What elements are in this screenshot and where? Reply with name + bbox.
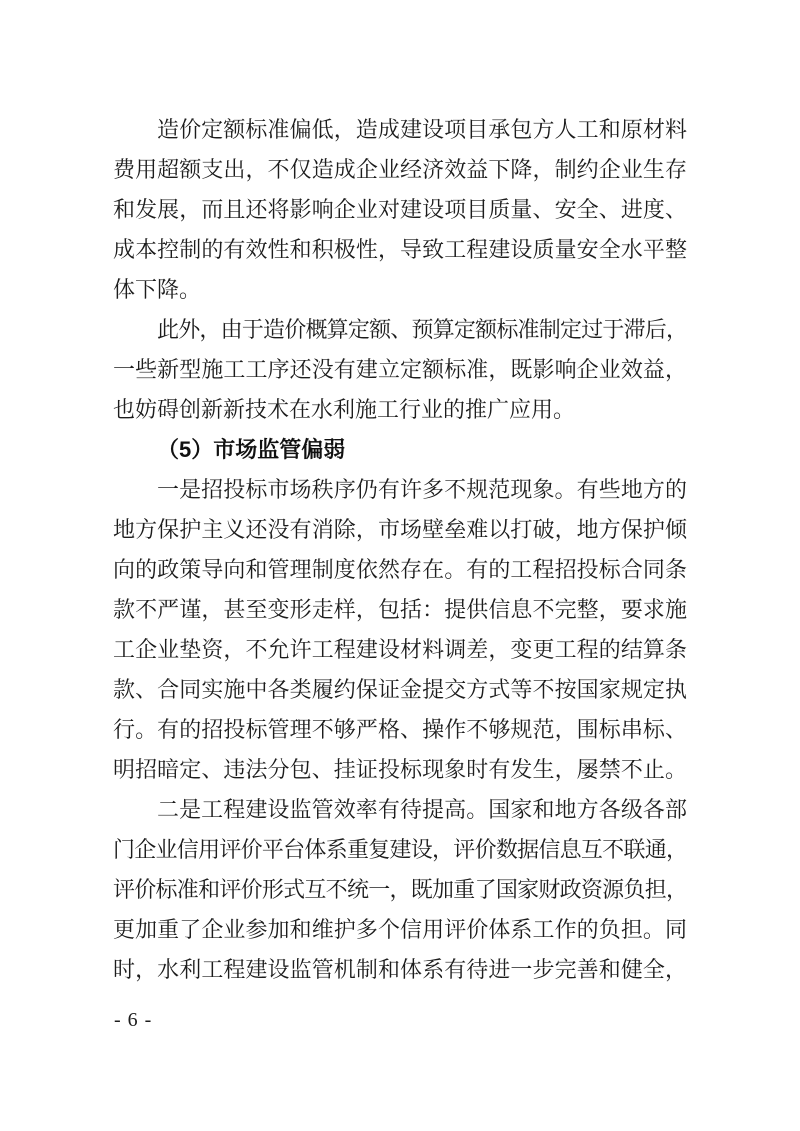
text-line: 款、合同实施中各类履约保证金提交方式等不按国家规定执 [113, 677, 687, 702]
text-line: 地方保护主义还没有消除，市场壁垒难以打破，地方保护倾 [113, 517, 687, 542]
text-line: 行。有的招投标管理不够严格、操作不够规范，围标串标、 [113, 717, 687, 742]
section-heading: （5）市场监管偏弱 [157, 437, 346, 462]
page-number: - 6 - [114, 1009, 153, 1031]
text-line: 评价标准和评价形式互不统一，既加重了国家财政资源负担， [113, 877, 687, 902]
text-line: 明招暗定、违法分包、挂证投标现象时有发生，屡禁不止。 [113, 757, 687, 782]
text-line: 款不严谨，甚至变形走样，包括：提供信息不完整，要求施 [113, 597, 687, 622]
text-line: 更加重了企业参加和维护多个信用评价体系工作的负担。同 [113, 917, 687, 942]
text-line: 费用超额支出，不仅造成企业经济效益下降，制约企业生存 [113, 157, 687, 182]
text-line: 工企业垫资，不允许工程建设材料调差，变更工程的结算条 [113, 637, 687, 662]
text-line: 造价定额标准偏低，造成建设项目承包方人工和原材料 [157, 117, 687, 142]
text-line: 门企业信用评价平台体系重复建设，评价数据信息互不联通， [113, 837, 687, 862]
text-line: 也妨碍创新新技术在水利施工行业的推广应用。 [113, 397, 576, 422]
text-line: 此外，由于造价概算定额、预算定额标准制定过于滞后， [157, 317, 687, 342]
text-line: 二是工程建设监管效率有待提高。国家和地方各级各部 [157, 797, 687, 822]
text-line: 体下降。 [113, 277, 202, 302]
text-line: 成本控制的有效性和积极性，导致工程建设质量安全水平整 [113, 237, 687, 262]
text-line: 向的政策导向和管理制度依然存在。有的工程招投标合同条 [113, 557, 687, 582]
text-line: 和发展，而且还将影响企业对建设项目质量、安全、进度、 [113, 197, 687, 222]
text-line: 一是招投标市场秩序仍有许多不规范现象。有些地方的 [157, 477, 687, 502]
text-line: 时，水利工程建设监管机制和体系有待进一步完善和健全， [113, 957, 687, 982]
document-body [113, 110, 687, 990]
text-line: 一些新型施工工序还没有建立定额标准，既影响企业效益， [113, 357, 687, 382]
